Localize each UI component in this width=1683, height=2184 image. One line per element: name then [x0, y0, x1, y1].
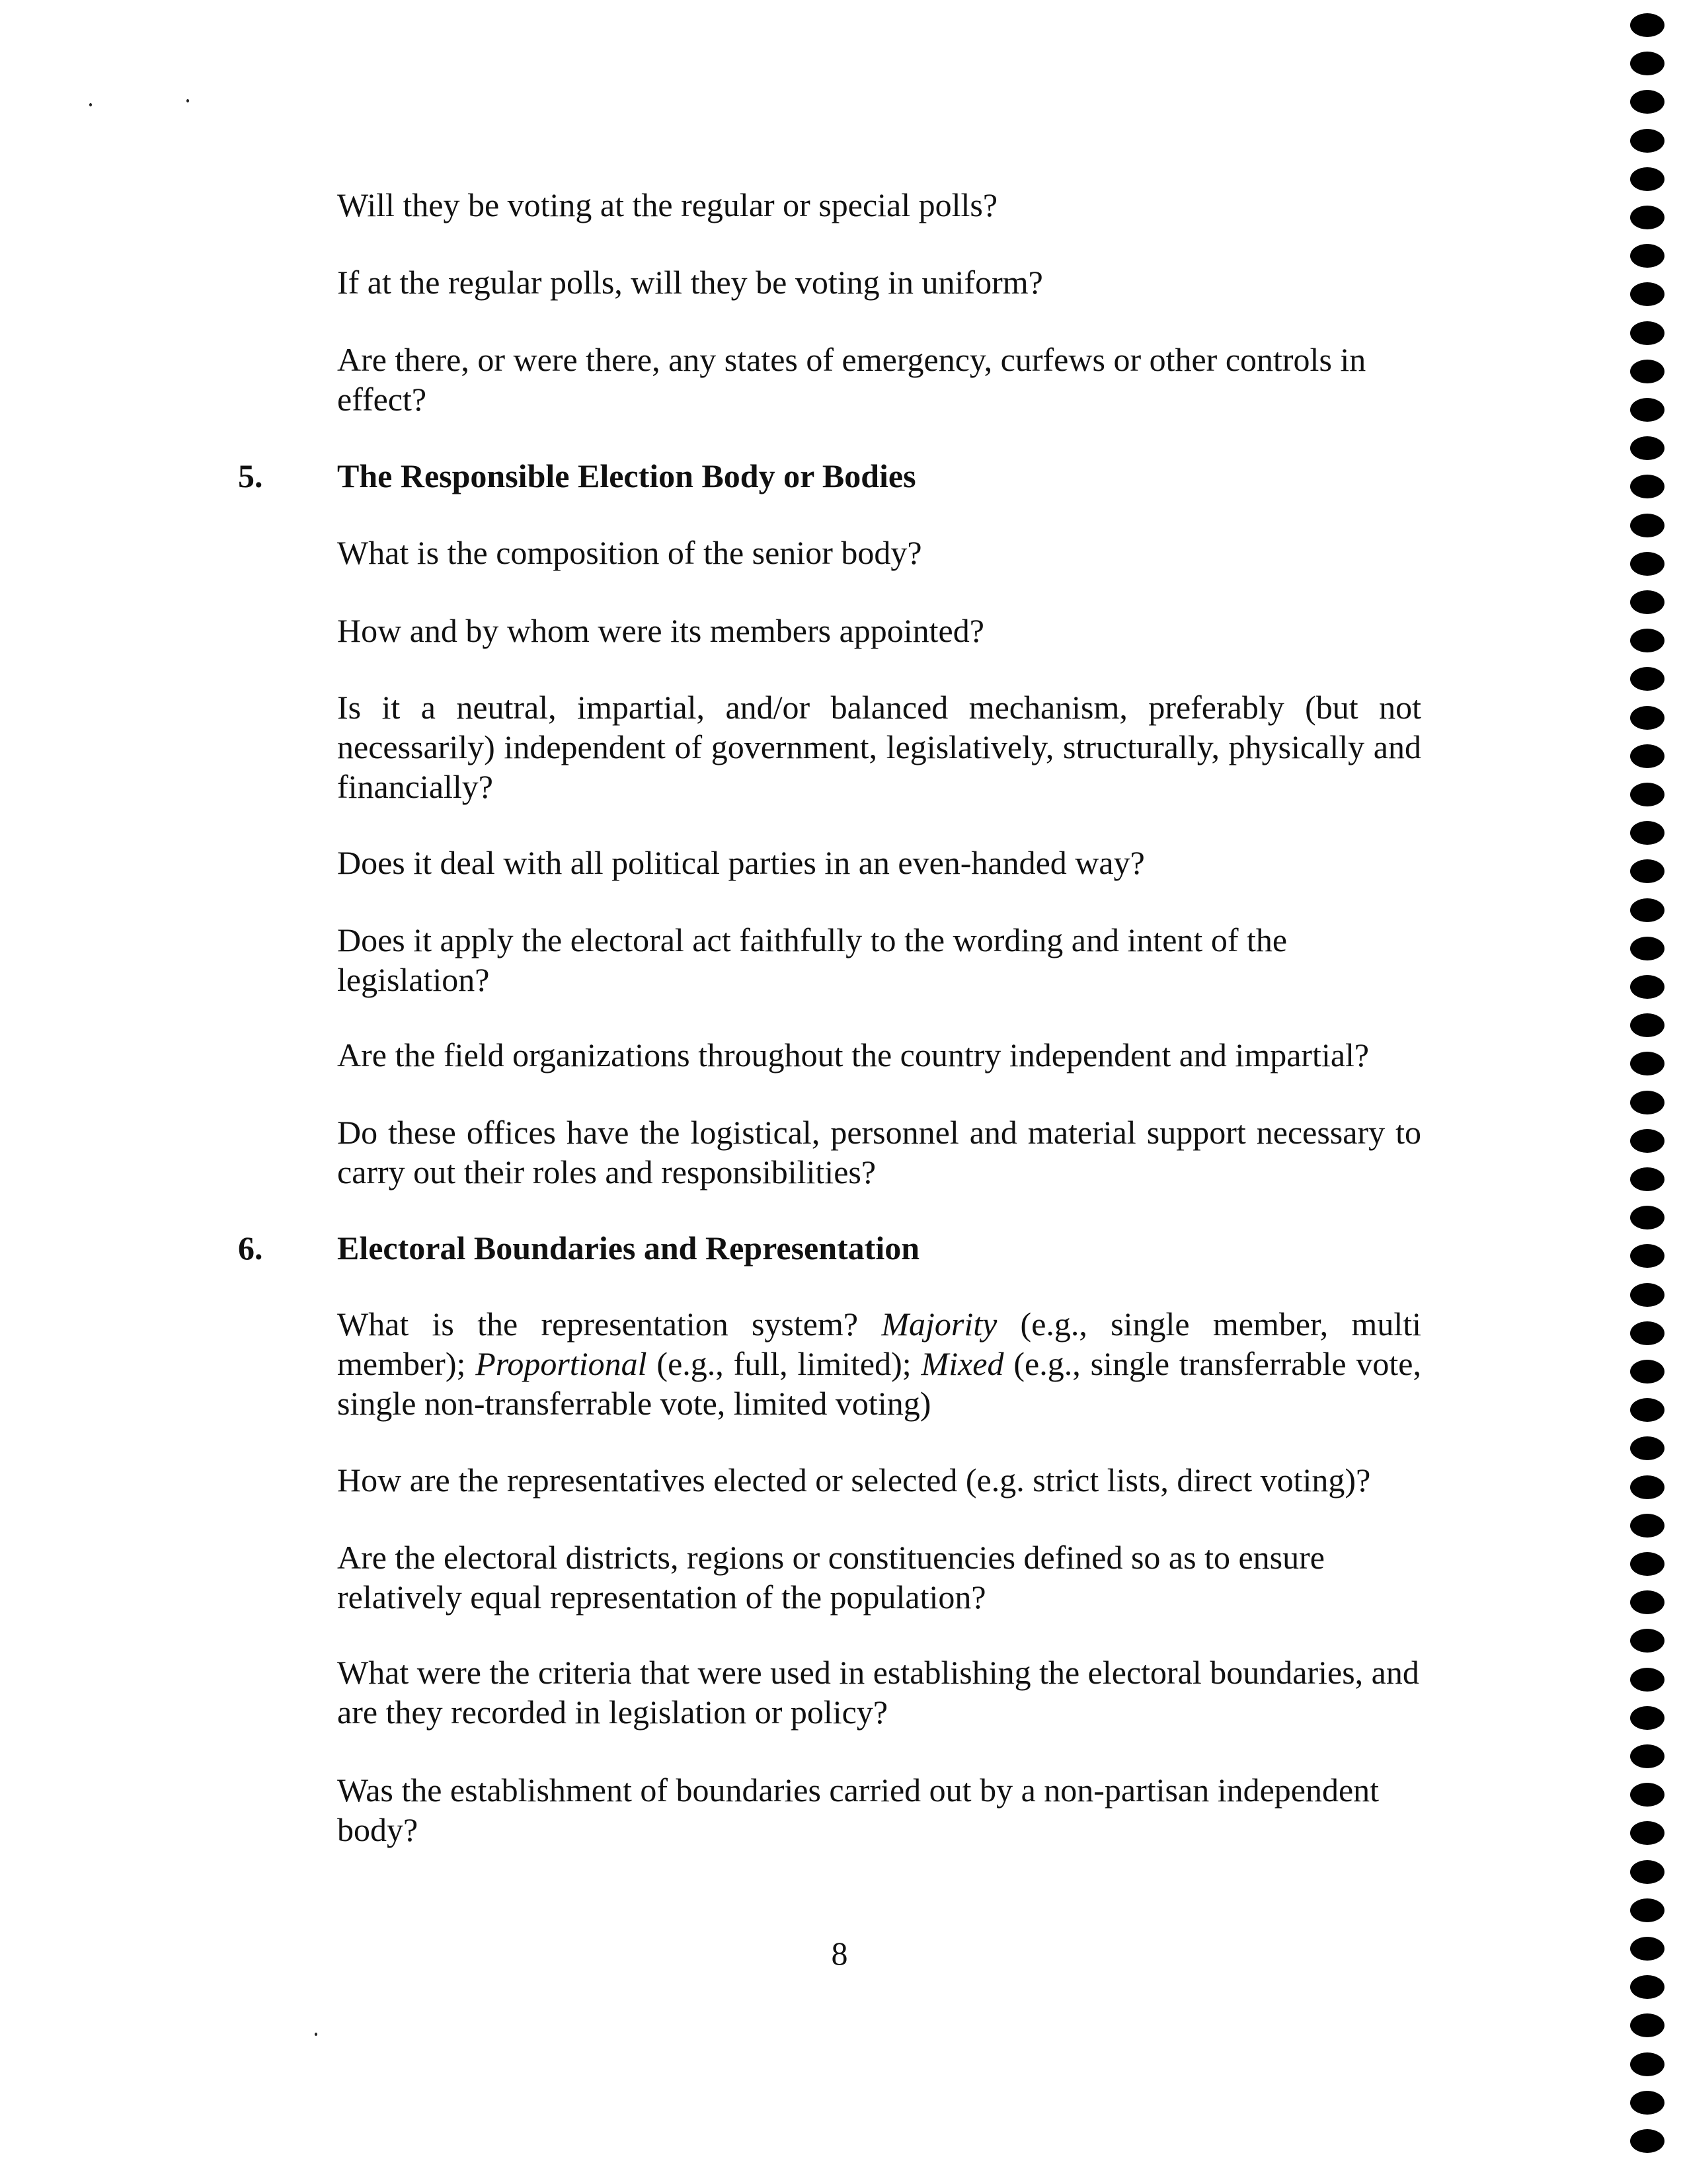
- question-boundary-criteria: What were the criteria that were used in establishing the electoral boundaries, and are they recorded in legislation or policy?: [337, 1654, 1419, 1731]
- binding-hole: [1630, 552, 1664, 576]
- question-electoral-act: Does it apply the electoral act faithfully to the wording and intent of the legislation?: [337, 921, 1288, 998]
- binding-hole: [1630, 129, 1664, 153]
- page-number: 8: [831, 1935, 848, 1972]
- question-voting-uniform: If at the regular polls, will they be voting in uniform?: [337, 264, 1043, 301]
- binding-hole: [1630, 1436, 1664, 1460]
- binding-hole: [1630, 1706, 1664, 1730]
- binding-hole: [1630, 1629, 1664, 1653]
- binding-hole: [1630, 13, 1664, 37]
- binding-hole: [1630, 783, 1664, 806]
- scan-speck: [89, 103, 92, 106]
- binding-hole: [1630, 1244, 1664, 1268]
- binding-hole: [1630, 821, 1664, 845]
- binding-hole: [1630, 1898, 1664, 1922]
- binding-hole: [1630, 398, 1664, 422]
- question-boundaries-body: Was the establishment of boundaries carried out by a non-partisan independent body?: [337, 1772, 1380, 1848]
- question-field-organizations: Are the field organizations throughout the country independent and impartial?: [337, 1036, 1370, 1073]
- binding-hole: [1630, 1360, 1664, 1384]
- binding-hole: [1630, 975, 1664, 999]
- binding-hole: [1630, 1975, 1664, 1999]
- binding-hole: [1630, 1668, 1664, 1692]
- question-composition: What is the composition of the senior body?: [337, 534, 922, 571]
- binding-hole: [1630, 2129, 1664, 2153]
- binding-hole: [1630, 1590, 1664, 1614]
- binding-hole: [1630, 590, 1664, 614]
- binding-hole: [1630, 1206, 1664, 1229]
- question-voting-polls: Will they be voting at the regular or special polls?: [337, 186, 998, 223]
- binding-hole: [1630, 1937, 1664, 1961]
- binding-hole: [1630, 2013, 1664, 2037]
- binding-hole: [1630, 1052, 1664, 1075]
- binding-hole: [1630, 629, 1664, 652]
- binding-hole: [1630, 360, 1664, 383]
- binding-hole: [1630, 859, 1664, 883]
- term-mixed: Mixed: [921, 1345, 1004, 1382]
- binding-hole: [1630, 1091, 1664, 1114]
- binding-hole: [1630, 1860, 1664, 1884]
- binding-hole: [1630, 206, 1664, 229]
- term-proportional: Proportional: [475, 1345, 647, 1382]
- term-majority: Majority: [881, 1306, 998, 1343]
- binding-hole: [1630, 1398, 1664, 1422]
- binding-hole: [1630, 2052, 1664, 2076]
- binding-hole: [1630, 436, 1664, 460]
- section-heading-5: [238, 456, 916, 496]
- binding-hole: [1630, 514, 1664, 537]
- binding-hole: [1630, 244, 1664, 268]
- binding-hole: [1630, 2091, 1664, 2115]
- question-offices-support: Do these offices have the logistical, personnel and material support necessary to carry out their roles and responsibilities?: [337, 1114, 1421, 1190]
- binding-hole: [1630, 475, 1664, 498]
- question-neutral-mechanism: Is it a neutral, impartial, and/or balanced mechanism, preferably (but not necessarily) independent of government, legislatively, structurally, physically and financially?: [337, 689, 1421, 805]
- binding-hole: [1630, 898, 1664, 922]
- binding-hole: [1630, 1283, 1664, 1307]
- question-emergency: Are there, or were there, any states of emergency, curfews or other controls in effect?: [337, 341, 1366, 418]
- question-political-parties: Does it deal with all political parties in an even-handed way?: [337, 844, 1145, 881]
- section-number: 5.: [238, 457, 263, 494]
- binding-hole: [1630, 167, 1664, 191]
- binding-hole: [1630, 1783, 1664, 1807]
- binding-hole: [1630, 90, 1664, 114]
- scan-speck: [315, 2033, 317, 2036]
- question-electoral-districts: Are the electoral districts, regions or constituencies defined so as to ensure relatively equal representation of the population?: [337, 1539, 1325, 1616]
- question-representatives-elected: How are the representatives elected or selected (e.g. strict lists, direct voting)?: [337, 1462, 1371, 1499]
- binding-hole: [1630, 937, 1664, 960]
- binding-hole: [1630, 1821, 1664, 1845]
- binding-hole: [1630, 1744, 1664, 1768]
- binding-hole: [1630, 1167, 1664, 1191]
- binding-hole: [1630, 52, 1664, 75]
- section-title: Electoral Boundaries and Representation: [337, 1229, 920, 1267]
- question-representation-system: What is the representation system? Majority (e.g., single member, multi member); Proportional (e.g., full, limited); Mixed (e.g., single transferrable vote, single non-transferrable vote, limited voting): [337, 1306, 1421, 1422]
- scan-speck: [186, 99, 189, 102]
- section-number: 6.: [238, 1229, 263, 1267]
- binding-hole: [1630, 667, 1664, 691]
- question-appointment: How and by whom were its members appointed?: [337, 612, 984, 649]
- binding-hole: [1630, 744, 1664, 768]
- binding-hole: [1630, 1475, 1664, 1499]
- binding-hole: [1630, 1552, 1664, 1576]
- binding-hole: [1630, 1321, 1664, 1345]
- binding-hole: [1630, 1129, 1664, 1153]
- section-title: The Responsible Election Body or Bodies: [337, 457, 916, 494]
- section-heading-6: [238, 1228, 920, 1268]
- binding-hole: [1630, 321, 1664, 345]
- binding-hole: [1630, 1013, 1664, 1037]
- binding-hole: [1630, 1514, 1664, 1538]
- spiral-binding-holes: [1630, 13, 1666, 2184]
- binding-hole: [1630, 706, 1664, 730]
- binding-hole: [1630, 282, 1664, 306]
